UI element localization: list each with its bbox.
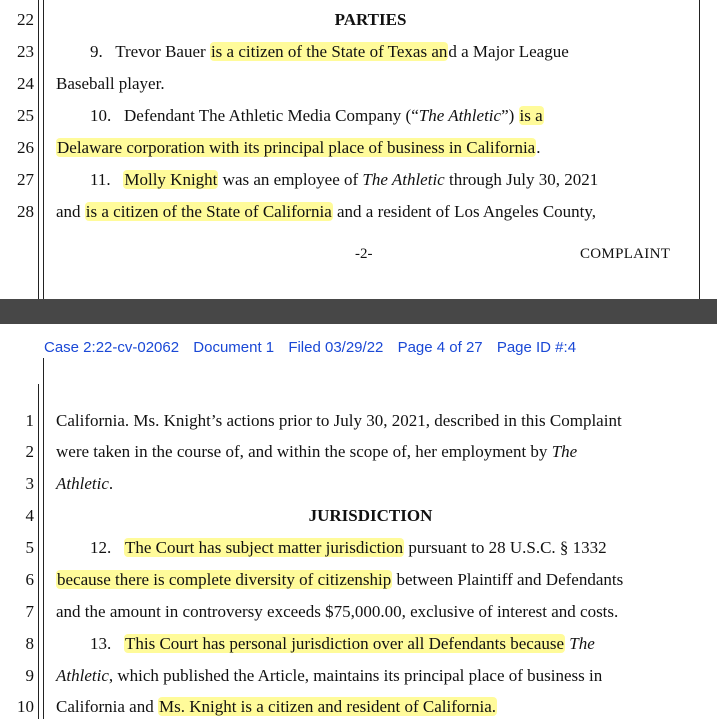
filed-date: Filed 03/29/22: [288, 339, 384, 356]
line-number: 8: [25, 634, 34, 653]
text-line: [56, 441, 685, 463]
text-line: [56, 137, 685, 159]
highlighted-text: This Court has personal jurisdiction over all Defendants because: [125, 634, 565, 653]
text-span: d a Major League: [448, 42, 569, 61]
text-span: 10. Defendant The Athletic Media Company (“: [56, 106, 419, 125]
text-span: .: [536, 138, 541, 157]
text-line: [56, 169, 685, 191]
text-line: [56, 41, 685, 63]
line-number: 7: [25, 602, 34, 621]
highlighted-text: Delaware corporation with its principal place of business in California: [57, 138, 536, 157]
text-line: [56, 73, 685, 95]
document-number: Document 1: [193, 339, 275, 356]
case-number: Case 2:22-cv-02062: [44, 339, 180, 356]
highlighted-text: Molly Knight: [124, 170, 218, 189]
text-line: [56, 201, 685, 223]
complaint-page-2: [0, 0, 717, 299]
text-span: Athletic: [56, 474, 109, 493]
text-line: [56, 633, 685, 655]
page-id: Page ID #:4: [496, 339, 577, 356]
text-span: were taken in the course of, and within the scope of, her employment by: [56, 442, 552, 461]
text-span: through July 30, 2021: [444, 170, 599, 189]
text-span: Athletic: [56, 666, 109, 685]
complaint-page-4: [0, 324, 717, 719]
text-span: was an employee of: [218, 170, 363, 189]
line-number: 1: [25, 411, 34, 430]
text-span: California and: [56, 697, 158, 716]
text-line: [56, 105, 685, 127]
line-number: 24: [17, 74, 34, 93]
line-number: 25: [17, 106, 34, 125]
section-heading: JURISDICTION: [308, 506, 433, 525]
text-span: 12.: [56, 538, 124, 557]
line-number: 28: [17, 202, 34, 221]
text-span: ”): [501, 106, 519, 125]
line-number: 5: [25, 538, 34, 557]
text-line: [56, 410, 685, 432]
highlighted-text: The Court has subject matter jurisdiction: [125, 538, 404, 557]
text-span: between Plaintiff and Defendants: [392, 570, 624, 589]
text-line: [56, 473, 685, 495]
page-separator: [0, 299, 717, 324]
text-span: The: [569, 634, 595, 653]
highlighted-text: is a: [519, 106, 543, 125]
text-span: California. Ms. Knight’s actions prior to July 30, 2021, described in this Complaint: [56, 411, 622, 430]
text-span: The Athletic: [362, 170, 445, 189]
page-number: -2-: [355, 246, 373, 262]
text-line: [56, 537, 685, 559]
line-number: 23: [17, 42, 34, 61]
text-line: [56, 569, 685, 591]
text-span: pursuant to 28 U.S.C. § 1332: [404, 538, 607, 557]
footer-label: COMPLAINT: [580, 246, 671, 262]
line-number: 26: [17, 138, 34, 157]
text-line: [56, 665, 685, 687]
line-number: 2: [25, 442, 34, 461]
highlighted-text: Ms. Knight is a citizen and resident of California.: [158, 697, 497, 716]
left-margin-rule: [38, 0, 39, 299]
left-margin-rule: [38, 384, 39, 719]
text-span: 11.: [56, 170, 124, 189]
text-span: .: [108, 474, 114, 493]
text-span: , which published the Article, maintains its principal place of business in: [108, 666, 603, 685]
text-span: and: [56, 202, 85, 221]
right-margin-rule: [699, 0, 700, 299]
highlighted-text: is a citizen of the State of Texas an: [210, 42, 448, 61]
line-number: 27: [17, 170, 34, 189]
case-header: [44, 338, 576, 358]
line-number: 22: [17, 10, 34, 29]
text-line: [56, 696, 685, 718]
line-number: 4: [25, 506, 34, 525]
highlighted-text: is a citizen of the State of California: [85, 202, 332, 221]
text-line: [56, 601, 685, 623]
line-number: 6: [25, 570, 34, 589]
page-count: Page 4 of 27: [397, 339, 483, 356]
text-span: and a resident of Los Angeles County,: [332, 202, 597, 221]
line-number: 3: [25, 474, 34, 493]
left-margin-rule-inner: [43, 358, 44, 719]
text-span: 13.: [56, 634, 124, 653]
highlighted-text: because there is complete diversity of citizenship: [57, 570, 392, 589]
text-span: The Athletic: [418, 106, 502, 125]
text-span: Baseball player.: [56, 74, 165, 93]
line-number: 9: [25, 666, 34, 685]
text-span: and the amount in controversy exceeds $75,000.00, exclusive of interest and costs.: [56, 602, 619, 621]
line-number: 10: [17, 697, 34, 716]
text-span: The: [551, 442, 578, 461]
left-margin-rule-inner: [43, 0, 44, 299]
section-heading: PARTIES: [334, 10, 407, 29]
text-span: 9. Trevor Bauer: [56, 42, 210, 61]
